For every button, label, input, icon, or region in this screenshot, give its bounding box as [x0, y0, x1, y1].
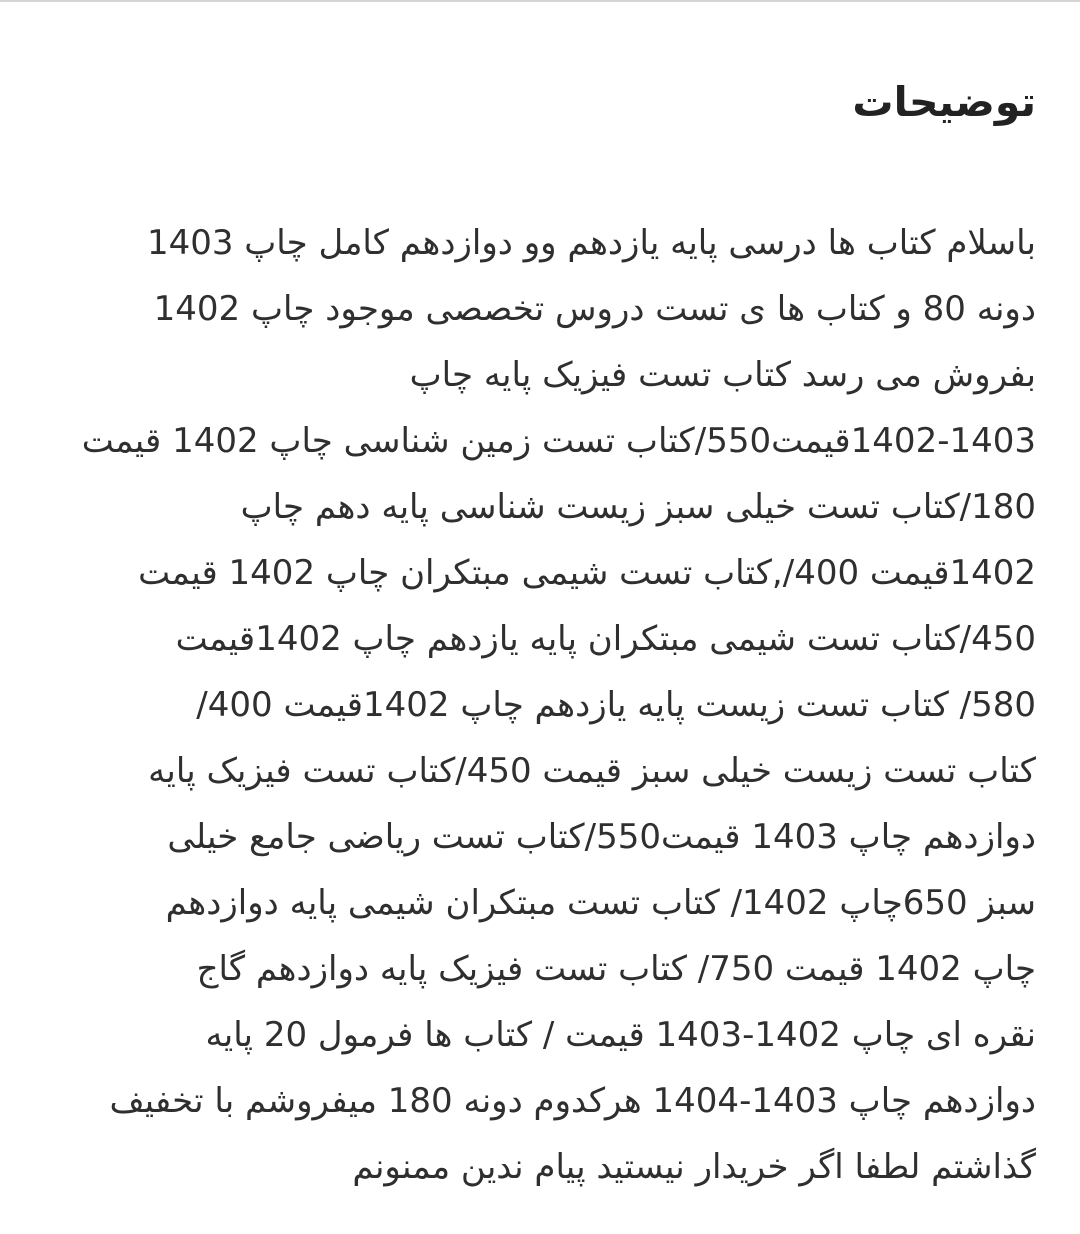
description-line: 450/کتاب تست شیمی مبتکران پایه یازدهم چاپ 1402قیمت	[175, 619, 1036, 659]
description-text	[44, 210, 1036, 1200]
description-line: دوازدهم چاپ 1403-1404 هرکدوم دونه 180 میفروشم با تخفیف	[109, 1081, 1036, 1121]
description-line: گذاشتم لطفا اگر خریدار نیستید پیام ندین ممنونم	[352, 1147, 1036, 1187]
description-line: 180/کتاب تست خیلی سبز زیست شناسی پایه دهم چاپ	[240, 487, 1036, 527]
description-line: 1402قیمت 400/,کتاب تست شیمی مبتکران چاپ 1402 قیمت	[138, 553, 1036, 593]
description-line: کتاب تست زیست خیلی سبز قیمت 450/کتاب تست فیزیک پایه	[148, 751, 1036, 791]
description-line: باسلام کتاب ها درسی پایه یازدهم وو دوازدهم کامل چاپ 1403	[146, 223, 1036, 263]
section-title: توضیحات	[852, 78, 1036, 126]
description-line: بفروش می رسد کتاب تست فیزیک پایه چاپ	[409, 355, 1036, 395]
top-divider	[0, 0, 1080, 2]
description-line: سبز 650چاپ 1402/ کتاب تست مبتکران شیمی پایه دوازدهم	[165, 883, 1036, 923]
description-line: دونه 80 و کتاب ها ی تست دروس تخصصی موجود چاپ 1402	[153, 289, 1036, 329]
description-line: 1402-1403قیمت550/کتاب تست زمین شناسی چاپ 1402 قیمت	[81, 421, 1036, 461]
description-line: 580/ کتاب تست زیست پایه یازدهم چاپ 1402قیمت 400/	[196, 685, 1036, 725]
description-line: چاپ 1402 قیمت 750/ کتاب تست فیزیک پایه دوازدهم گاج	[196, 949, 1036, 989]
description-line: دوازدهم چاپ 1403 قیمت550/کتاب تست ریاضی جامع خیلی	[167, 817, 1036, 857]
description-line: نقره ای چاپ 1402-1403 قیمت / کتاب ها فرمول 20 پایه	[205, 1015, 1036, 1055]
